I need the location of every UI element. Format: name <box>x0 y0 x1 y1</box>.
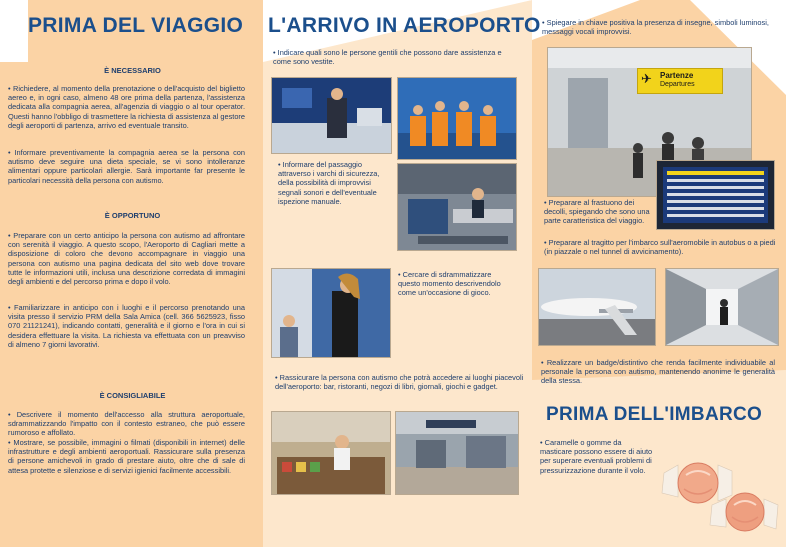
heading-opportuno: È OPPORTUNO <box>104 211 161 220</box>
paragraph-caramelle: • Caramelle o gomme da masticare possono essere di aiuto per superare eventuali problemi di pressurizzazione durante il volo. <box>540 438 653 475</box>
photo-terminal-hall <box>395 411 519 495</box>
title-prima-dell-imbarco: PRIMA DELL'IMBARCO <box>546 404 763 425</box>
paragraph-opportuno-2: • Familiarizzare in anticipo con i luoghi e il percorso prenotando una visita presso il servizio PRM della Sala Amica (cell. 366 5625923, fisso 070 21121241), indicando contatti, generalità e il giorno e l'ora in cui si desidera effettuare la visita. La richiesta va effettuata con un preavviso di almeno 7 giorni lavorativi. <box>8 303 245 349</box>
sign-partenze: Partenze <box>660 71 694 80</box>
paragraph-badge: • Realizzare un badge/distintivo che renda facilmente individuabile al personale la persona con autismo, mantenendo anonime le generalità della stessa. <box>541 358 775 386</box>
heading-necessario: È NECESSARIO <box>104 66 161 75</box>
photo-staff-orange <box>397 77 517 160</box>
photo-check-in-desk <box>271 77 392 154</box>
candy-illustration <box>656 445 780 535</box>
title-arrivo-in-aeroporto: L'ARRIVO IN AEROPORTO <box>268 14 541 37</box>
paragraph-consigliabile-2: • Mostrare, se possibile, immagini o filmati (disponibili in internet) delle infrastrutture e degli ambienti aeroportuali. Rassicurare sulla presenza di persone amichevoli in grado di prestare aiuto, oltre che di sale di attesa protette e silenziose e di servizi igienici facilmente accessibili. <box>8 438 245 475</box>
paragraph-tragitto-imbarco: • Preparare al tragitto per l'imbarco sull'aeromobile in autobus o a piedi (in piazzale o nel tunnel di avvicinamento). <box>544 238 776 257</box>
photo-security-check <box>397 163 517 251</box>
photo-airplane-stairs <box>538 268 656 346</box>
photo-boarding-tunnel <box>665 268 779 346</box>
title-prima-del-viaggio: PRIMA DEL VIAGGIO <box>28 14 244 37</box>
departures-sign-board <box>637 68 723 94</box>
heading-consigliabile: È CONSIGLIABILE <box>99 391 166 400</box>
paragraph-opportuno-1: • Preparare con un certo anticipo la persona con autismo ad affrontare con serenità il viaggio. A questo scopo, l'Aeroporto di Cagliari mette a disposizione di coloro che devono accompagnare in viaggio una persona con autismo una pagina dedicata del sito web dove trovare tutte le informazioni utili, inclusa una descrizione corredata di immagini degli ambienti e del percorso prima e dopo il volo. <box>8 231 245 287</box>
paragraph-consigliabile-1: • Descrivere il momento dell'accesso alla struttura aeroportuale, sdrammatizzando l'impatto con il contesto estraneo, che può essere rumoroso e affollato. <box>8 410 245 438</box>
photo-hostess-with-child <box>271 268 391 358</box>
paragraph-luoghi-piacevoli: • Rassicurare la persona con autismo che potrà accedere ai luoghi piacevoli dell'aeroporto: bar, ristoranti, negozi di libri, giornali, giochi e gadget. <box>275 373 524 392</box>
paragraph-frastuono-decolli: • Preparare al frastuono dei decolli, spiegando che sono una parte caratteristica del viaggio. <box>544 198 650 226</box>
paragraph-necessario-1: • Richiedere, al momento della prenotazione o dell'acquisto del biglietto aereo e, in ogni caso, almeno 48 ore prima della partenza, l'assistenza dedicata alla compagnia aerea, all'agenzia di viaggio o al tour operator. Questi hanno l'obbligo di trasmettere la richiesta di assistenza al gestore degli aeroporti di partenza, arrivo ed eventuale transito. <box>8 84 245 130</box>
paragraph-sdrammatizzare: • Cercare di sdrammatizzare questo momento descrivendolo come un'occasione di gioco. <box>398 270 501 298</box>
photo-airport-bar <box>271 411 391 495</box>
paragraph-insegne: • Spiegare in chiave positiva la presenza di insegne, simboli luminosi, messaggi vocali improvvisi. <box>542 18 769 37</box>
photo-flight-monitor <box>656 160 775 230</box>
airplane-icon: ✈ <box>641 72 652 87</box>
paragraph-persone-gentili: • Indicare quali sono le persone gentili che possono dare assistenza e come sono vestite. <box>273 48 502 67</box>
paragraph-varchi-sicurezza: • Informare del passaggio attraverso i varchi di sicurezza, della possibilità di improvvisi segnali sonori e dell'eventuale ispezione manuale. <box>278 160 380 206</box>
sign-departures: Departures <box>660 81 695 88</box>
paragraph-necessario-2: • Informare preventivamente la compagnia aerea se la persona con autismo deve seguire una dieta speciale, se vi sono intolleranze alimentari oppure particolari allergie. Sarà importante far presente le particolari necessità della persona con autismo. <box>8 148 245 185</box>
